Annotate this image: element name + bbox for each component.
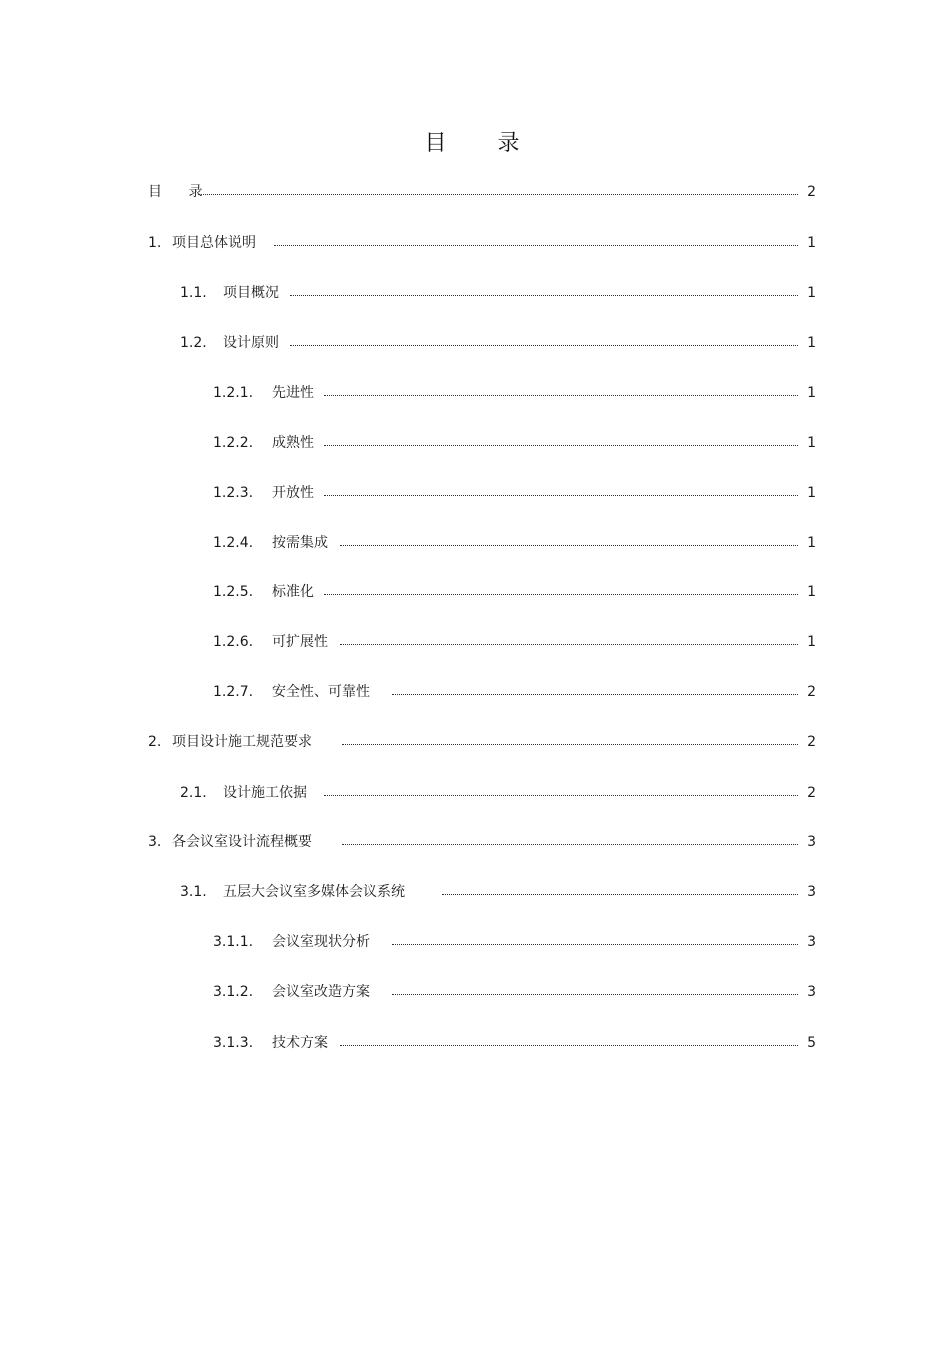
toc-leader-dots xyxy=(442,894,798,895)
toc-entry-number: 1.2.6. xyxy=(213,634,254,650)
toc-entry-label: 可扩展性 xyxy=(272,634,328,650)
toc-entry-label: 会议室现状分析 xyxy=(272,934,370,950)
toc-leader-dots xyxy=(342,744,798,745)
toc-page-number: 1 xyxy=(807,485,816,501)
toc-entry[interactable] xyxy=(0,981,950,1003)
toc-page-number: 1 xyxy=(807,385,816,401)
toc-leader-dots xyxy=(340,644,798,645)
toc-leader-dots xyxy=(198,194,798,195)
toc-page-number: 5 xyxy=(807,1035,816,1051)
toc-entry[interactable] xyxy=(0,282,950,304)
toc-page-number: 3 xyxy=(807,834,816,850)
toc-entry[interactable] xyxy=(0,782,950,804)
toc-page-number: 1 xyxy=(807,335,816,351)
toc-entry-number: 3.1.2. xyxy=(213,984,254,1000)
toc-entry[interactable] xyxy=(0,1032,950,1054)
toc-entry[interactable] xyxy=(0,332,950,354)
toc-title: 目 录 xyxy=(424,131,542,156)
toc-entry-label: 先进性 xyxy=(272,385,314,401)
toc-entry[interactable] xyxy=(0,581,950,603)
toc-entry-label: 开放性 xyxy=(272,485,314,501)
toc-page-number: 3 xyxy=(807,884,816,900)
toc-leader-dots xyxy=(324,795,798,796)
toc-entry-label: 成熟性 xyxy=(272,435,314,451)
toc-entry[interactable] xyxy=(0,432,950,454)
toc-leader-dots xyxy=(274,245,798,246)
toc-leader-dots xyxy=(324,445,798,446)
toc-leader-dots xyxy=(290,295,798,296)
toc-page-number: 2 xyxy=(807,785,816,801)
toc-entry-label: 技术方案 xyxy=(272,1035,328,1051)
toc-leader-dots xyxy=(342,844,798,845)
toc-leader-dots xyxy=(324,495,798,496)
toc-entry-label: 项目总体说明 xyxy=(172,235,256,251)
toc-entry-label: 安全性、可靠性 xyxy=(272,684,370,700)
toc-page-number: 2 xyxy=(807,184,816,200)
toc-page-number: 1 xyxy=(807,235,816,251)
toc-page-number: 1 xyxy=(807,535,816,551)
toc-entry-number: 2.1. xyxy=(180,785,207,801)
toc-entry-number: 3.1.1. xyxy=(213,934,254,950)
toc-leader-dots xyxy=(324,395,798,396)
toc-page-number: 2 xyxy=(807,684,816,700)
toc-entry[interactable] xyxy=(0,382,950,404)
toc-leader-dots xyxy=(340,1045,798,1046)
toc-page-number: 1 xyxy=(807,634,816,650)
toc-leader-dots xyxy=(340,545,798,546)
toc-entry-number: 3. xyxy=(148,834,162,850)
toc-entry-label: 五层大会议室多媒体会议系统 xyxy=(223,884,405,900)
toc-entry[interactable] xyxy=(0,681,950,703)
toc-entry-number: 1.2.1. xyxy=(213,385,254,401)
toc-entry[interactable] xyxy=(0,731,950,753)
toc-entry-number: 1.2.7. xyxy=(213,684,254,700)
toc-entry-label: 标准化 xyxy=(272,584,314,600)
toc-entry[interactable] xyxy=(0,631,950,653)
toc-entry-label: 会议室改造方案 xyxy=(272,984,370,1000)
toc-entry-number: 2. xyxy=(148,734,162,750)
toc-entry[interactable] xyxy=(0,482,950,504)
toc-entry-number: 3.1.3. xyxy=(213,1035,254,1051)
toc-page-number: 1 xyxy=(807,435,816,451)
toc-entry-label: 各会议室设计流程概要 xyxy=(172,834,312,850)
toc-leader-dots xyxy=(392,694,798,695)
toc-page-number: 3 xyxy=(807,934,816,950)
toc-page-number: 1 xyxy=(807,584,816,600)
toc-entry[interactable] xyxy=(0,532,950,554)
toc-entry-number: 1.2.5. xyxy=(213,584,254,600)
toc-page-number: 1 xyxy=(807,285,816,301)
toc-leader-dots xyxy=(392,994,798,995)
toc-entry[interactable] xyxy=(0,232,950,254)
toc-entry-number: 1.2.4. xyxy=(213,535,254,551)
toc-entry-number: 1.2.3. xyxy=(213,485,254,501)
toc-entry-label: 目 录 xyxy=(148,184,214,200)
toc-entry-number: 3.1. xyxy=(180,884,207,900)
toc-entry-label: 设计原则 xyxy=(223,335,279,351)
toc-leader-dots xyxy=(290,345,798,346)
toc-entry-label: 项目设计施工规范要求 xyxy=(172,734,312,750)
toc-entry-label: 设计施工依据 xyxy=(223,785,307,801)
toc-entry-number: 1.2.2. xyxy=(213,435,254,451)
toc-page-number: 3 xyxy=(807,984,816,1000)
toc-entry[interactable] xyxy=(0,931,950,953)
toc-entry[interactable] xyxy=(0,831,950,853)
toc-page-number: 2 xyxy=(807,734,816,750)
toc-entry[interactable] xyxy=(0,881,950,903)
toc-entry[interactable] xyxy=(0,181,950,203)
toc-leader-dots xyxy=(392,944,798,945)
toc-leader-dots xyxy=(324,594,798,595)
toc-entry-number: 1.1. xyxy=(180,285,207,301)
toc-entry-number: 1.2. xyxy=(180,335,207,351)
toc-entry-label: 按需集成 xyxy=(272,535,328,551)
toc-entry-number: 1. xyxy=(148,235,162,251)
toc-entry-label: 项目概况 xyxy=(223,285,279,301)
